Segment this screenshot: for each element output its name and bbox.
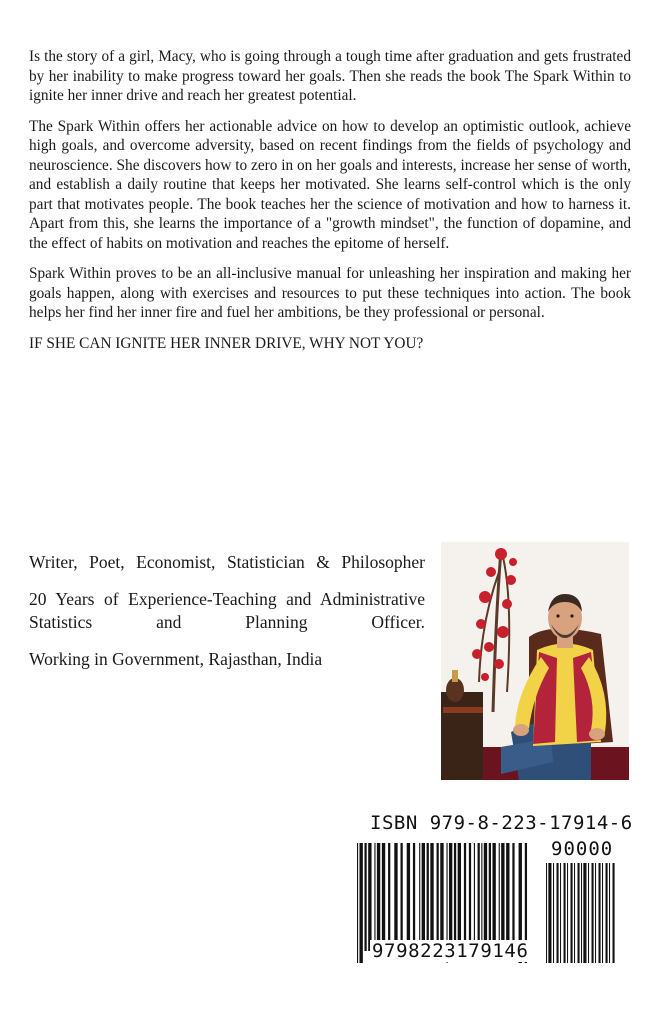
barcode-bar: [560, 863, 561, 963]
barcode-bar: [357, 843, 358, 963]
barcode-bar: [413, 843, 415, 951]
barcode-bar: [419, 843, 420, 951]
barcode-bar: [492, 843, 495, 951]
barcode-bar: [571, 863, 573, 963]
barcode-bar: [430, 843, 433, 951]
barcode-bar: [553, 863, 554, 963]
barcode-bar: [499, 843, 500, 951]
barcode-bar: [609, 863, 610, 963]
barcode-bar: [377, 843, 380, 951]
barcode-bar: [474, 843, 475, 951]
call-to-action: IF SHE CAN IGNITE HER INNER DRIVE, WHY NOT YOU?: [29, 334, 424, 352]
barcode-bar: [546, 863, 547, 963]
barcode-bar: [602, 863, 603, 963]
back-cover-blurb: [29, 47, 631, 364]
barcode-bar: [583, 863, 586, 963]
barcode-bar: [478, 843, 480, 951]
barcode-bar: [422, 843, 425, 951]
barcode-bar: [464, 843, 466, 951]
barcode-bar: [506, 843, 509, 951]
barcode-bar: [588, 863, 589, 963]
barcode-bar: [394, 843, 397, 951]
barcode-bar: [599, 863, 601, 963]
barcode-bar: [501, 843, 504, 951]
author-workplace: Working in Government, Rajasthan, India: [29, 649, 323, 669]
blurb-paragraph: The Spark Within offers her actionable advice on how to develop an optimistic outlook, achieve high goals, and overcome adversity, based on recent findings from the fields of psychology and neuroscience. She discovers how to zero in on her goals and interests, increase her sense of worth, and establish a daily routine that keeps her motivated. She learns self-control which is the only part that motivates people. The book teaches her the science of motivation and how to harness it. Apart from this, she learns the importance of a "growth mindset", the function of dopamine, and the effect of habits on motivation and reaches the epitome of herself.: [29, 117, 631, 252]
barcode-bar: [592, 863, 594, 963]
barcode-bar: [364, 843, 366, 951]
barcode-bar: [567, 863, 568, 963]
barcode-bar: [427, 843, 429, 951]
blurb-paragraph: Is the story of a girl, Macy, who is going through a tough time after graduation and gets frustrated by her inability to make progress toward her goals. Then she reads the book The Spark Within to ignite her inner drive and reach her greatest potential.: [29, 48, 631, 104]
barcode-bar: [374, 843, 375, 951]
barcode-bar: [368, 843, 371, 951]
barcode-bar: [606, 863, 608, 963]
barcode-bar: [484, 843, 487, 951]
barcode-bar: [564, 863, 566, 963]
author-bio: [29, 551, 425, 685]
author-roles: Writer, Poet, Economist, Statistician & Philosopher: [29, 552, 425, 572]
barcode-bar: [382, 843, 385, 951]
barcode-bar: [449, 843, 452, 951]
barcode-bar: [469, 843, 471, 951]
barcode-bar: [481, 843, 482, 951]
barcode-bar: [557, 863, 559, 963]
barcode-bar: [401, 843, 403, 951]
barcode-bar: [388, 843, 390, 951]
barcode-bar: [458, 843, 461, 951]
barcode-bar: [574, 863, 575, 963]
barcode-bar: [454, 843, 456, 951]
barcode-bar: [440, 843, 443, 951]
author-experience: 20 Years of Experience-Teaching and Administrative Statistics and Planning Officer.: [29, 589, 425, 632]
isbn-label: ISBN 979-8-223-17914-6: [370, 812, 633, 834]
barcode-bar: [437, 843, 439, 951]
barcode-bar: [613, 863, 615, 963]
barcode-bar: [548, 863, 551, 963]
ean-digits: 9798223179146: [372, 940, 529, 962]
author-portrait: [441, 542, 629, 780]
barcode-bar: [359, 843, 362, 963]
addon-price-code: 90000: [551, 838, 614, 860]
barcode-bar: [512, 843, 514, 951]
barcode-bar: [578, 863, 580, 963]
price-addon-barcode: [546, 863, 616, 963]
barcode-bar: [595, 863, 596, 963]
barcode-bar: [407, 843, 410, 951]
barcode-bar: [489, 843, 491, 951]
blurb-paragraph: Spark Within proves to be an all-inclusive manual for unleashing her inspiration and making her goals happen, along with exercises and resources to put these techniques into action. The book helps her find her inner fire and fuel her ambitions, be they professional or personal.: [29, 265, 631, 321]
barcode-bar: [581, 863, 582, 963]
author-photo: [441, 542, 629, 780]
